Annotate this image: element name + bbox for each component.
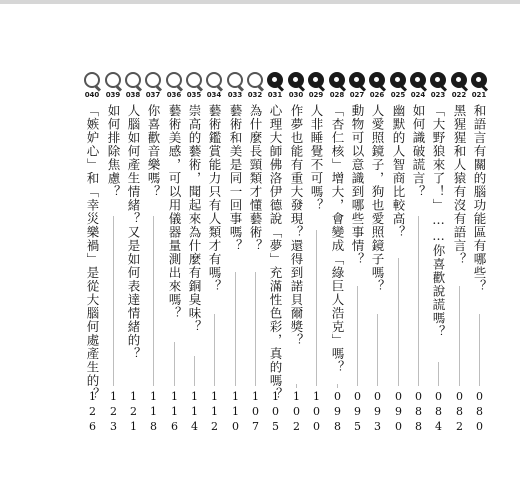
entry-page: 126 xyxy=(86,390,99,435)
leader-line xyxy=(398,258,399,386)
entry-page: 110 xyxy=(229,390,242,435)
toc-entry[interactable] xyxy=(204,72,224,435)
entry-page: 112 xyxy=(208,390,221,435)
question-badge-icon xyxy=(349,72,365,88)
leader-line xyxy=(153,216,154,386)
leader-line xyxy=(316,230,317,386)
toc-entry[interactable] xyxy=(245,72,265,435)
question-badge-icon xyxy=(105,72,121,88)
entry-number: 032 xyxy=(247,91,263,99)
entry-page: 095 xyxy=(351,390,364,435)
entry-title: 作夢也能有重大發現？還得到諾貝爾獎？ xyxy=(289,104,304,347)
leader-line xyxy=(194,356,195,386)
entry-page: 116 xyxy=(168,390,181,435)
entry-number: 033 xyxy=(227,91,243,99)
question-badge-icon xyxy=(145,72,161,88)
entry-number: 034 xyxy=(206,91,222,99)
entry-page: 105 xyxy=(269,390,282,435)
entry-number: 029 xyxy=(308,91,324,99)
entry-title: 藝術美感，可以用儀器量測出來嗎？ xyxy=(167,104,182,320)
entry-page: 114 xyxy=(188,390,201,435)
leader-line xyxy=(113,216,114,386)
toc-entry[interactable] xyxy=(103,72,123,435)
entry-title: 「大野狼來了！」……你喜歡說謊嗎？ xyxy=(431,104,446,339)
leader-line xyxy=(459,286,460,386)
question-badge-icon xyxy=(206,72,222,88)
entry-title: 如何排除焦慮？ xyxy=(106,104,121,199)
entry-number: 040 xyxy=(84,91,100,99)
entry-page: 123 xyxy=(107,390,120,435)
toc-entry[interactable] xyxy=(265,72,285,435)
leader-line xyxy=(479,314,480,386)
entry-title: 「杏仁核」增大，會變成「綠巨人浩克」嗎？ xyxy=(330,104,345,374)
question-badge-icon xyxy=(390,72,406,88)
entry-page: 121 xyxy=(127,390,140,435)
question-badge-icon xyxy=(247,72,263,88)
question-badge-icon xyxy=(369,72,385,88)
entry-title: 人非睡覺不可嗎？ xyxy=(309,104,324,212)
leader-line xyxy=(337,384,338,388)
entry-title: 藝術鑑賞能力只有人類才有嗎？ xyxy=(207,104,222,293)
leader-line xyxy=(438,362,439,386)
leader-line xyxy=(296,384,297,388)
entry-page: 098 xyxy=(331,390,344,435)
toc-entry[interactable] xyxy=(327,72,347,435)
leader-line xyxy=(255,272,256,386)
entry-number: 028 xyxy=(329,91,345,99)
entry-page: 090 xyxy=(392,390,405,435)
entry-page: 093 xyxy=(371,390,384,435)
entry-page: 102 xyxy=(290,390,303,435)
entry-title: 心理大師佛洛伊德說「夢」充滿性色彩，真的嗎？ xyxy=(268,104,283,401)
entry-title: 「嫉妒心」和「幸災樂禍」是從大腦何處產生的？ xyxy=(85,104,100,401)
question-badge-icon xyxy=(471,72,487,88)
entry-title: 黑猩猩和人猿有沒有語言？ xyxy=(452,104,467,266)
entry-number: 026 xyxy=(369,91,385,99)
entry-title: 藝術和美是同一回事嗎？ xyxy=(228,104,243,253)
entry-title: 動物可以意識到哪些事情？ xyxy=(350,104,365,266)
entry-page: 118 xyxy=(147,390,160,435)
toc-entry[interactable] xyxy=(388,72,408,435)
question-badge-icon xyxy=(430,72,446,88)
entry-number: 036 xyxy=(166,91,182,99)
question-badge-icon xyxy=(125,72,141,88)
toc-entry[interactable] xyxy=(184,72,204,435)
toc-entry[interactable] xyxy=(469,72,489,435)
leader-line xyxy=(357,286,358,386)
entry-page: 082 xyxy=(453,390,466,435)
toc-entry[interactable] xyxy=(143,72,163,435)
toc-entry[interactable] xyxy=(123,72,143,435)
entry-title: 人愛照鏡子，狗也愛照鏡子嗎？ xyxy=(370,104,385,293)
entry-number: 038 xyxy=(125,91,141,99)
question-badge-icon xyxy=(329,72,345,88)
toc-entry[interactable] xyxy=(367,72,387,435)
entry-page: 080 xyxy=(473,390,486,435)
question-badge-icon xyxy=(267,72,283,88)
toc-entry[interactable] xyxy=(428,72,448,435)
entry-number: 031 xyxy=(267,91,283,99)
entry-title: 幽默的人智商比較高？ xyxy=(391,104,406,239)
toc-entry[interactable] xyxy=(225,72,245,435)
entry-number: 027 xyxy=(349,91,365,99)
question-badge-icon xyxy=(451,72,467,88)
leader-line xyxy=(418,216,419,386)
entry-page: 107 xyxy=(249,390,262,435)
entry-page: 100 xyxy=(310,390,323,435)
toc-entry[interactable] xyxy=(449,72,469,435)
question-badge-icon xyxy=(227,72,243,88)
question-badge-icon xyxy=(308,72,324,88)
entry-page: 084 xyxy=(432,390,445,435)
entry-title: 人腦如何產生情緒？又是如何表達情緒的？ xyxy=(126,104,141,361)
entry-number: 037 xyxy=(145,91,161,99)
entry-number: 024 xyxy=(410,91,426,99)
toc-entry[interactable] xyxy=(82,72,102,435)
entry-title: 為什麼長頸類才懂藝術？ xyxy=(248,104,263,253)
entry-page: 088 xyxy=(412,390,425,435)
question-badge-icon xyxy=(288,72,304,88)
leader-line xyxy=(174,342,175,386)
leader-line xyxy=(377,314,378,386)
entry-number: 021 xyxy=(471,91,487,99)
toc-entry[interactable] xyxy=(306,72,326,435)
entry-title: 和語言有關的腦功能區有哪些？ xyxy=(472,104,487,293)
entry-number: 035 xyxy=(186,91,202,99)
entry-title: 崇高的藝術，聞起來為什麼有銅臭味？ xyxy=(187,104,202,334)
entry-number: 022 xyxy=(451,91,467,99)
leader-line xyxy=(235,272,236,386)
toc-entry[interactable] xyxy=(164,72,184,435)
entry-title: 你喜歡音樂嗎？ xyxy=(146,104,161,199)
toc-entry[interactable] xyxy=(408,72,428,435)
question-badge-icon xyxy=(410,72,426,88)
question-badge-icon xyxy=(84,72,100,88)
toc-entry[interactable] xyxy=(347,72,367,435)
entry-number: 025 xyxy=(390,91,406,99)
entry-number: 030 xyxy=(288,91,304,99)
entry-number: 039 xyxy=(105,91,121,99)
toc-entry[interactable] xyxy=(286,72,306,435)
leader-line xyxy=(214,314,215,386)
entry-number: 023 xyxy=(430,91,446,99)
entry-title: 如何識破謊言？ xyxy=(411,104,426,199)
question-badge-icon xyxy=(186,72,202,88)
question-badge-icon xyxy=(166,72,182,88)
